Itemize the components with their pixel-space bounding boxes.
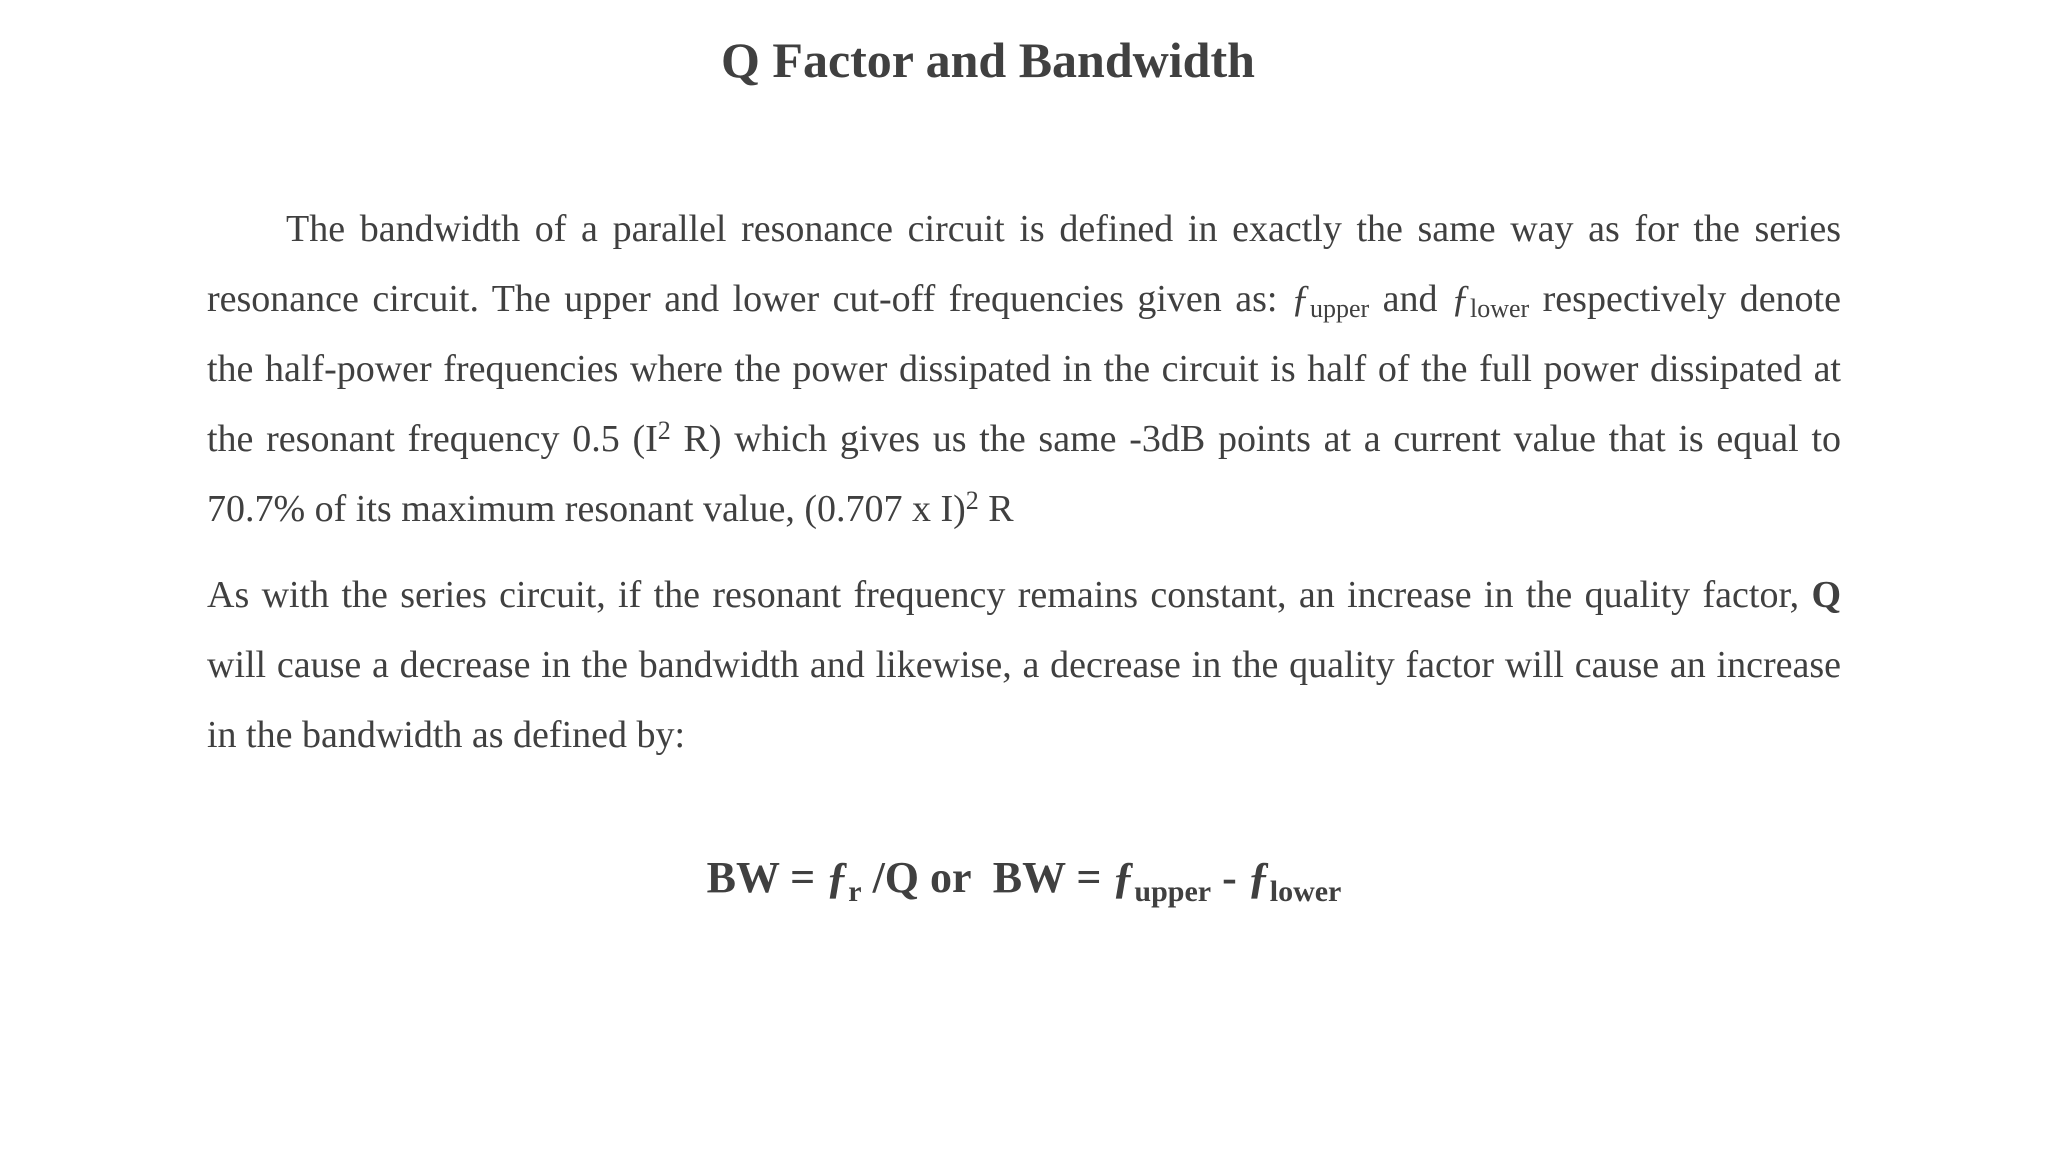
frequency-symbol: ƒ	[1290, 278, 1310, 320]
paragraph-bandwidth-definition	[207, 194, 1841, 544]
paragraph-quality-factor	[207, 560, 1841, 770]
superscript-squared: 2	[965, 486, 979, 515]
paragraph-text: will cause a decrease in the bandwidth and likewise, a decrease in the quality factor will cause an increase in the bandwidth as defined by:	[207, 644, 1841, 756]
paragraph-text: respectively denote the half-power frequencies where the power dissipated in the circuit is half of the full power dissipated at the resonant frequency 0.5 (I	[207, 278, 1841, 460]
frequency-symbol: ƒ	[826, 853, 849, 902]
subscript-resonant: r	[848, 875, 862, 908]
subscript-lower: lower	[1469, 294, 1530, 323]
subscript-upper: upper	[1134, 875, 1212, 908]
frequency-symbol: ƒ	[1247, 853, 1270, 902]
frequency-symbol: ƒ	[1112, 853, 1135, 902]
formula-text: BW =	[706, 853, 827, 902]
paragraph-text: and	[1369, 278, 1451, 320]
frequency-symbol: ƒ	[1450, 278, 1470, 320]
bandwidth-formula	[0, 848, 2048, 908]
page-title: Q Factor and Bandwidth	[721, 32, 1255, 88]
subscript-upper: upper	[1309, 294, 1370, 323]
quality-factor-symbol: Q	[1811, 574, 1841, 616]
formula-text: /Q or BW =	[861, 853, 1113, 902]
paragraph-text: As with the series circuit, if the resonant frequency remains constant, an increase in the quality factor,	[207, 574, 1812, 616]
paragraph-text: R	[978, 488, 1014, 530]
formula-text: -	[1211, 853, 1248, 902]
paragraph-text: R) which gives us the same -3dB points at a current value that is equal to 70.7% of its maximum resonant value, (0.707 x I)	[207, 418, 1842, 530]
superscript-squared: 2	[657, 416, 671, 445]
paragraph-text: The bandwidth of a parallel resonance circuit is defined in exactly the same way as for the series resonance circuit. The upper and lower cut-off frequencies given as:	[207, 208, 1841, 320]
subscript-lower: lower	[1269, 875, 1342, 908]
